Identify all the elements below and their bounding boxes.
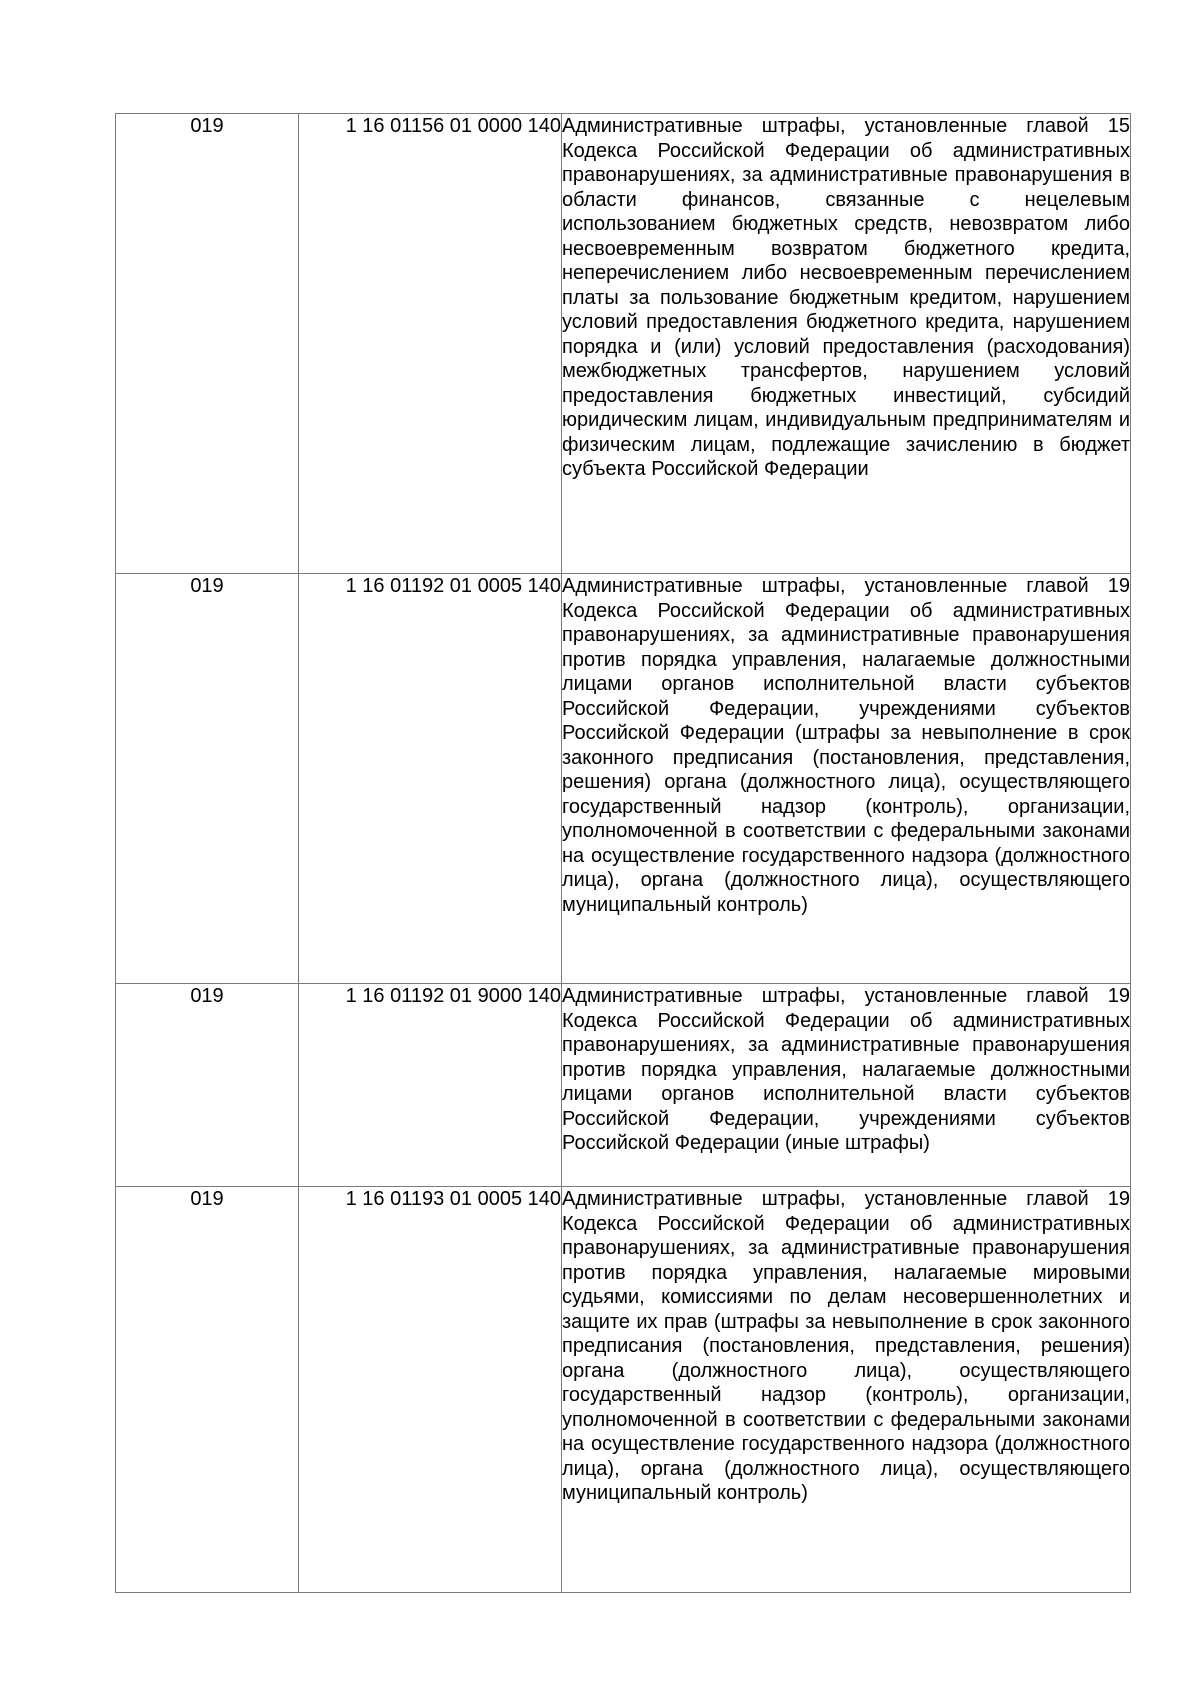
- description-cell: Административные штрафы, установленные главой 19 Кодекса Российской Федерации об административных правонарушениях, за административные правонарушения против порядка управления, налагаемые мировыми судьями, комиссиями по делам несовершеннолетних и защите их прав (штрафы за невыполнение в срок законного предписания (постановления, представления, решения) органа (должностного лица), осуществляющего государственный надзор (контроль), организации, уполномоченной в соответствии с федеральными законами на осуществление государственного надзора (должностного лица), органа (должностного лица), осуществляющего муниципальный контроль): [562, 1187, 1131, 1593]
- table-row: [116, 1187, 1131, 1593]
- description-cell: Административные штрафы, установленные главой 19 Кодекса Российской Федерации об административных правонарушениях, за административные правонарушения против порядка управления, налагаемые должностными лицами органов исполнительной власти субъектов Российской Федерации, учреждениями субъектов Российской Федерации (штрафы за невыполнение в срок законного предписания (постановления, представления, решения) органа (должностного лица), осуществляющего государственный надзор (контроль), организации, уполномоченной в соответствии с федеральными законами на осуществление государственного надзора (должностного лица), органа (должностного лица), осуществляющего муниципальный контроль): [562, 574, 1131, 984]
- admin-code-cell: 019: [116, 574, 299, 984]
- budget-revenue-table: [115, 113, 1131, 1593]
- admin-code-cell: 019: [116, 984, 299, 1187]
- description-cell: Административные штрафы, установленные главой 15 Кодекса Российской Федерации об административных правонарушениях, за административные правонарушения в области финансов, связанные с нецелевым использованием бюджетных средств, невозвратом либо несвоевременным возвратом бюджетного кредита, неперечислением либо несвоевременным перечислением платы за пользование бюджетным кредитом, нарушением условий предоставления бюджетного кредита, нарушением порядка и (или) условий предоставления (расходования) межбюджетных трансфертов, нарушением условий предоставления бюджетных инвестиций, субсидий юридическим лицам, индивидуальным предпринимателям и физическим лицам, подлежащие зачислению в бюджет субъекта Российской Федерации: [562, 114, 1131, 574]
- kbk-code-cell: 1 16 01192 01 9000 140: [299, 984, 562, 1187]
- document-page: [115, 113, 1131, 1593]
- kbk-code-cell: 1 16 01193 01 0005 140: [299, 1187, 562, 1593]
- table-row: [116, 984, 1131, 1187]
- kbk-code-cell: 1 16 01156 01 0000 140: [299, 114, 562, 574]
- table-row: [116, 574, 1131, 984]
- kbk-code-cell: 1 16 01192 01 0005 140: [299, 574, 562, 984]
- admin-code-cell: 019: [116, 114, 299, 574]
- admin-code-cell: 019: [116, 1187, 299, 1593]
- table-row: [116, 114, 1131, 574]
- description-cell: Административные штрафы, установленные главой 19 Кодекса Российской Федерации об административных правонарушениях, за административные правонарушения против порядка управления, налагаемые должностными лицами органов исполнительной власти субъектов Российской Федерации, учреждениями субъектов Российской Федерации (иные штрафы): [562, 984, 1131, 1187]
